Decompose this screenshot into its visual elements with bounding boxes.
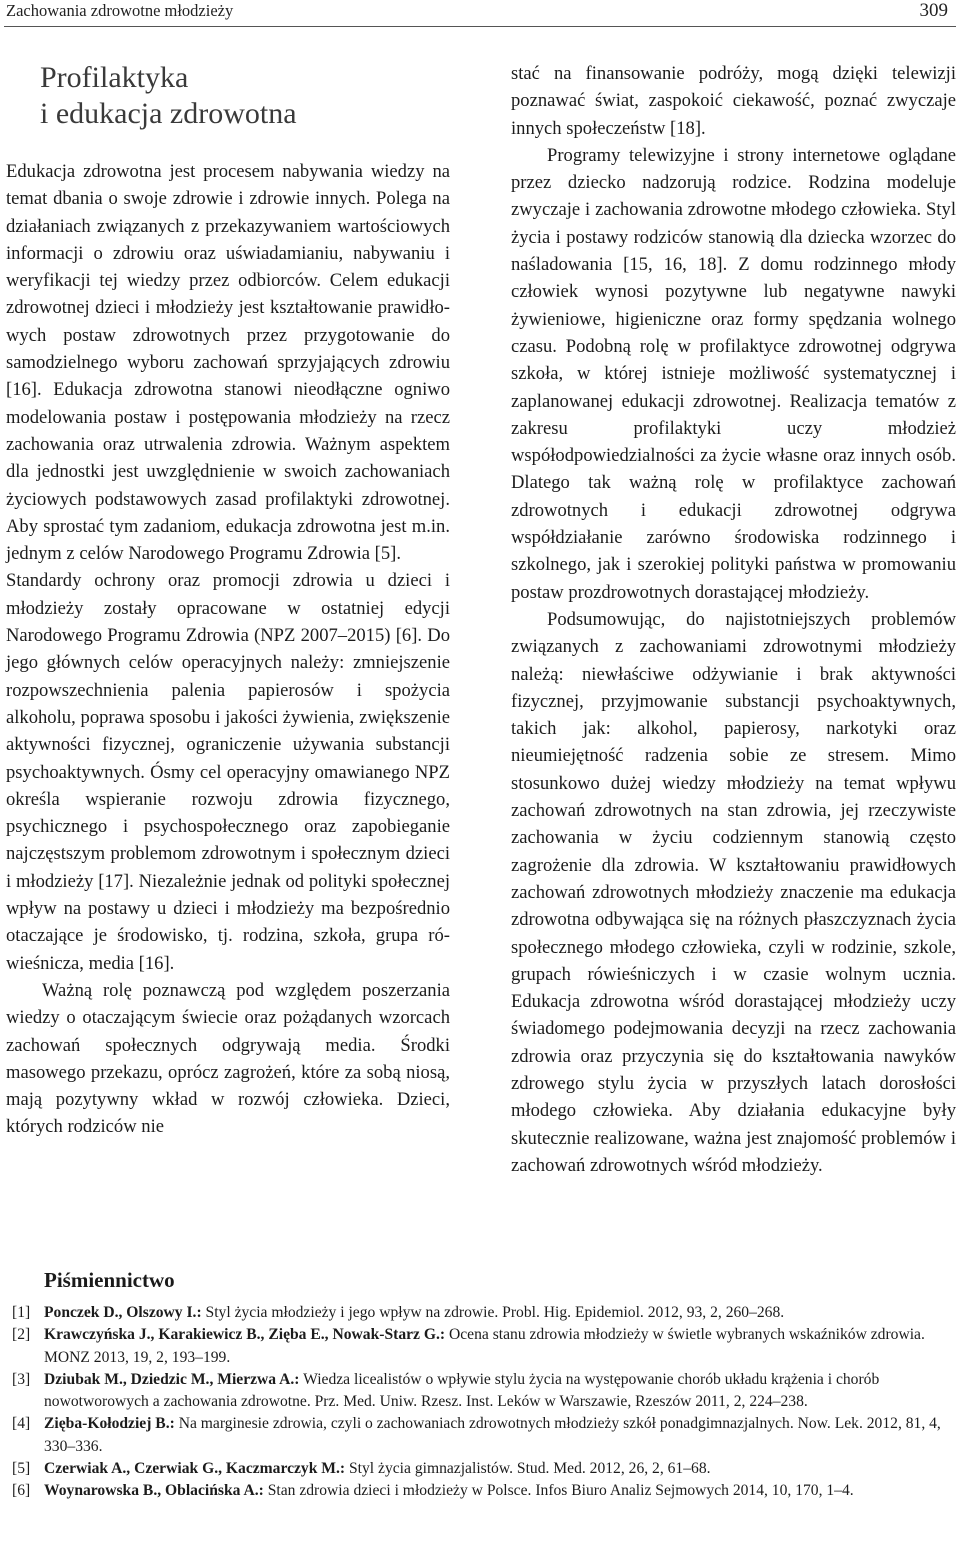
reference-number: [1]: [12, 1304, 31, 1321]
paragraph: Ważną rolę poznawczą pod względem poszerzania wiedzy o otaczającym świecie oraz pożądanych wzorcach zachowań społecznych odgrywają media. Środki masowego przekazu, oprócz zagrożeń, które za sobą niosą, mają pozytywny wkład w rozwój człowieka. Dzieci, których rodziców nie: [6, 979, 450, 1138]
section-title-line2: i edukacja zdrowotna: [40, 97, 297, 130]
reference-text: Stan zdrowia dzieci i młodzieży w Polsce. Infos Biuro Analiz Sejmowych 2014, 10, 170, 1–4.: [263, 1482, 854, 1500]
reference-text: Styl życia młodzieży i jego wpływ na zdrowie. Probl. Hig. Epidemiol. 2012, 93, 2, 260–268.: [201, 1304, 785, 1321]
reference-authors: Woynarowska B., Oblacińska A.:: [44, 1482, 264, 1500]
reference-authors: Zięba-Kołodziej B.:: [44, 1415, 175, 1433]
reference-item: [6, 1413, 956, 1458]
reference-number: [6]: [12, 1482, 31, 1500]
references-list: [6, 1302, 956, 1503]
reference-authors: Krawczyńska J., Karakiewicz B., Zięba E., Nowak-Starz G.:: [44, 1326, 446, 1344]
reference-number: [4]: [12, 1415, 31, 1433]
reference-text: Na marginesie zdrowia, czyli o zachowaniach zdrowotnych młodzieży szkół ponadgimnazjalnych. Now. Lek. 2012, 81, 4, 330–336.: [44, 1415, 941, 1455]
reference-text: Ocena stanu zdrowia młodzieży w świetle wybranych wskaźników zdrowia. MONZ 2013, 19, 2, 193–199.: [44, 1326, 925, 1366]
reference-text: Wiedza licealistów o wpływie stylu życia na występowanie chorób układu krążenia i chorób nowotworowych a zachowania zdrowotne. Prz. Med. Uniw. Rzesz. Inst. Leków w Warszawie, Rzeszów 2011, 2, 224–238.: [44, 1370, 880, 1411]
reference-authors: Ponczek D., Olszowy I.:: [44, 1304, 202, 1321]
reference-item: [6, 1458, 956, 1480]
section-title-line1: Profilaktyka: [40, 61, 189, 94]
references-heading: Piśmiennictwo: [44, 1268, 175, 1292]
reference-item: [6, 1324, 956, 1369]
paragraph: Edukacja zdrowotna jest procesem nabywania wiedzy na temat dbania o swoje zdrowie i zdrowie innych. Polega na działaniach związanych z przekazywaniem wartościowych informacji o zdrowiu oraz uświadamianiu, nabywaniu i weryfikacji tej wiedzy przez odbiorców. Celem edukacji zdrowotnej dzieci i młodzieży jest kształtowanie prawidłowych postaw zdrowotnych przez przygotowanie do samodzielnego wyboru zachowań sprzyjających zdrowiu [16]. Edukacja zdrowotna stanowi nieodłączne ogniwo modelowania postaw i postępowania młodzieży na rzecz zachowania oraz utrwalenia zdrowia. Ważnym aspektem dla jednostki jest uwzględnienie w swoich zachowaniach życiowych podstawowych zasad profilaktyki zdrowotnej. Aby sprostać tym zadaniom, edukacja zdrowotna jest m.in. jednym z celów Narodowego Programu Zdrowia [5].: [6, 161, 450, 565]
reference-text: Styl życia gimnazjalistów. Stud. Med. 2012, 26, 2, 61–68.: [345, 1460, 711, 1478]
paragraph: Standardy ochrony oraz promocji zdrowia u dzieci i młodzieży zostały opracowane w ostatniej edycji Narodowego Programu Zdrowia (NPZ 2007–2015) [6]. Do jego głównych celów operacyjnych należy: zmniejszenie rozpowszechnienia palenia papierosów i spożycia alkoholu, poprawa sposobu i jakości żywienia, zwiększenie aktywności fizycznej, ograniczenie używania substancji psychoaktywnych. Ósmy cel operacyjny omawianego NPZ określa wspieranie rozwoju zdrowia fizycznego, psychicznego i psychospołecznego oraz zapobieganie najczęstszym problemom zdrowotnym i społecznym dzieci i młodzieży [17]. Niezależnie jednak od polityki społecznej wpływ na postawy u dzieci i młodzieży ma bezpośrednio otaczające je środowisko, tj. rodzina, szkoła, grupa rówieśnicza, media [16].: [6, 570, 450, 974]
reference-item: [6, 1480, 956, 1502]
reference-number: [5]: [12, 1460, 31, 1478]
reference-item: [6, 1369, 956, 1414]
right-column: [511, 60, 956, 1179]
section-title: [40, 60, 450, 132]
reference-number: [2]: [12, 1326, 31, 1344]
reference-authors: Dziubak M., Dziedzic M., Mierzwa A.:: [44, 1370, 300, 1388]
left-column: [6, 52, 450, 1141]
paragraph: Podsumowując, do najistotniejszych problemów związanych z zachowaniami zdrowotnymi młodzieży należą: niewłaściwe odżywianie i brak aktywności fizycznej, przyjmowanie substancji psychoaktywnych, takich jak: alkohol, papierosy, narkotyki oraz nieumiejętność radzenia sobie ze stresem. Mimo stosunkowo dużej wiedzy młodzieży na temat wpływu zachowań zdrowotnych na stan zdrowia, jej rzeczywiste zachowania w życiu codziennym stanowią często zagrożenie dla zdrowia. W kształtowaniu prawidłowych zachowań zdrowotnych młodzieży znaczenie ma edukacja zdrowotna odbywająca się na różnych płaszczyznach życia społecznego młodego człowieka, czyli w rodzinie, szkole, grupach rówieśniczych i w czasie wolnym ucznia. Edukacja zdrowotna wśród dorastającej młodzieży uczy świadomego podejmowania decyzji na rzecz zachowania zdrowia oraz przyczynia się do kształtowania nawyków zdrowego stylu życia w przyszłych latach dorosłości młodego człowieka. Aby działania edukacyjne były skutecznie realizowane, ważna jest znajomość problemów i zachowań zdrowotnych wśród młodzieży.: [511, 608, 956, 1176]
header-rule: [4, 26, 956, 27]
running-title: Zachowania zdrowotne młodzieży: [6, 1, 234, 20]
reference-item: [6, 1302, 956, 1324]
page-number: 309: [919, 0, 948, 21]
paragraph: stać na finansowanie podróży, mogą dzięki telewizji poznawać świat, zaspokoić ciekawość, poznać zwyczaje innych społeczeństw [18].: [511, 63, 956, 139]
paragraph: Programy telewizyjne i strony internetowe oglądane przez dziecko nadzorują rodzice. Rodzina modeluje zwyczaje i zachowania zdrowotne młodego człowieka. Styl życia i postawy rodziców stanowią dla dziecka wzorzec do naśladowania [15, 16, 18]. Z domu rodzinnego młody człowiek wynosi pozytywne lub negatywne nawyki żywieniowe, higieniczne oraz formy spędzania wolnego czasu. Podobną rolę w profilaktyce zdrowotnej odgrywa szkoła, w której istnieje możliwość systematycznej i zaplanowanej edukacji zdrowotnej. Realizacja tematów z zakresu profilaktyki uczy młodzież współodpowiedzialności za życie własne oraz innych osób. Dlatego tak ważną rolę w profilaktyce zachowań zdrowotnych i edukacji zdrowotnej odgrywa współdziałanie zarówno środowiska rodzinnego i szkolnego, jak i szerokiej polityki państwa w promowaniu postaw prozdrowotnych dorastającej młodzieży.: [511, 144, 956, 603]
reference-number: [3]: [12, 1370, 31, 1388]
reference-authors: Czerwiak A., Czerwiak G., Kaczmarczyk M.:: [44, 1460, 346, 1478]
